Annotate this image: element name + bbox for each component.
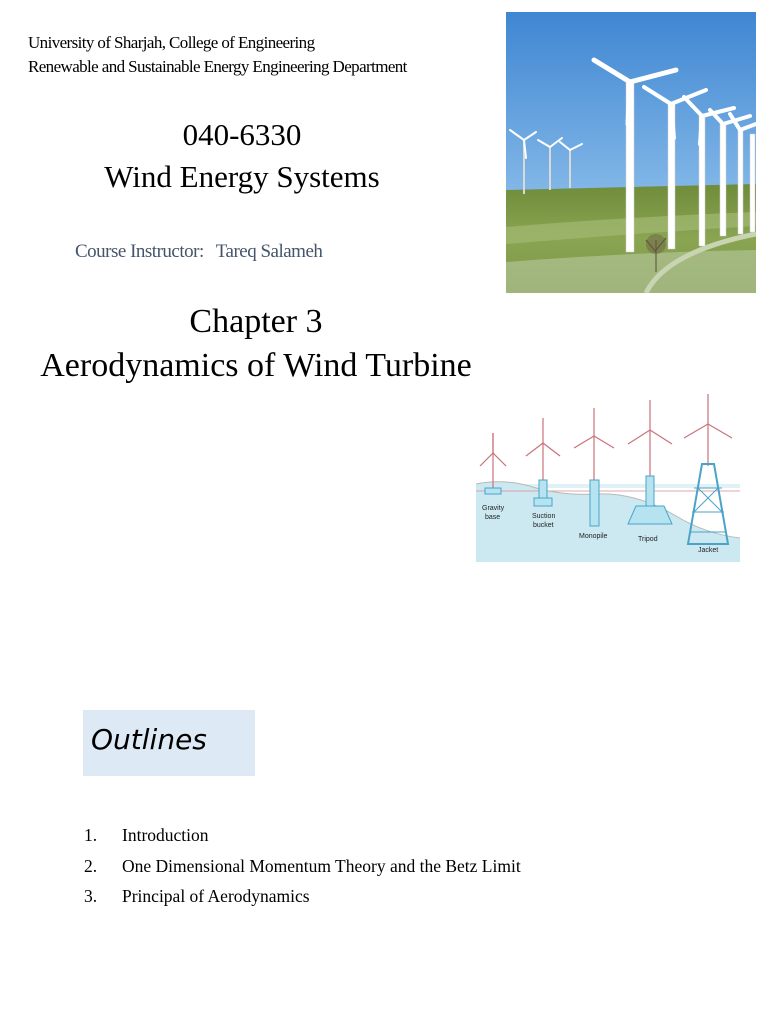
- list-item: [84, 851, 521, 882]
- wind-farm-photo: [506, 12, 756, 293]
- outlines-list: [84, 820, 521, 912]
- list-item: [84, 820, 521, 851]
- university-line: University of Sharjah, College of Engineering: [28, 33, 315, 52]
- outlines-box: [83, 710, 255, 776]
- instructor-name: Tareq Salameh: [215, 241, 323, 262]
- label-suction: Suction: [532, 513, 556, 520]
- label-gravity: Gravity: [482, 505, 505, 512]
- list-item-text: One Dimensional Momentum Theory and the Betz Limit: [122, 855, 521, 876]
- label-tripod: Tripod: [638, 536, 658, 543]
- instructor-label: Course Instructor:: [75, 241, 204, 262]
- label-monopile: Monopile: [579, 533, 608, 540]
- label-suction-bucket: bucket: [533, 522, 554, 529]
- foundation-types-illustration: [476, 388, 740, 562]
- outlines-title: Outlines: [91, 723, 207, 756]
- label-jacket: Jacket: [698, 547, 719, 554]
- list-item: [84, 881, 521, 912]
- chapter-heading: [0, 300, 512, 388]
- course-title: Wind Energy Systems: [104, 159, 380, 194]
- list-item-number: 2.: [84, 855, 98, 876]
- offshore-foundations-diagram: [476, 388, 740, 562]
- course-code: 040-6330: [182, 117, 302, 152]
- wind-farm-illustration: [506, 12, 756, 293]
- label-gravity-base: base: [485, 514, 501, 521]
- list-item-number: 3.: [84, 886, 98, 906]
- list-item-text: Introduction: [122, 825, 209, 845]
- list-item-text: Principal of Aerodynamics: [122, 886, 310, 906]
- chapter-title: Aerodynamics of Wind Turbine: [40, 347, 472, 384]
- university-header: [28, 31, 407, 79]
- course-instructor: [75, 241, 322, 263]
- department-line: Renewable and Sustainable Energy Engineering Department: [28, 57, 407, 76]
- list-item-number: 1.: [84, 825, 98, 845]
- chapter-number: Chapter 3: [189, 303, 323, 340]
- course-heading: [0, 114, 484, 198]
